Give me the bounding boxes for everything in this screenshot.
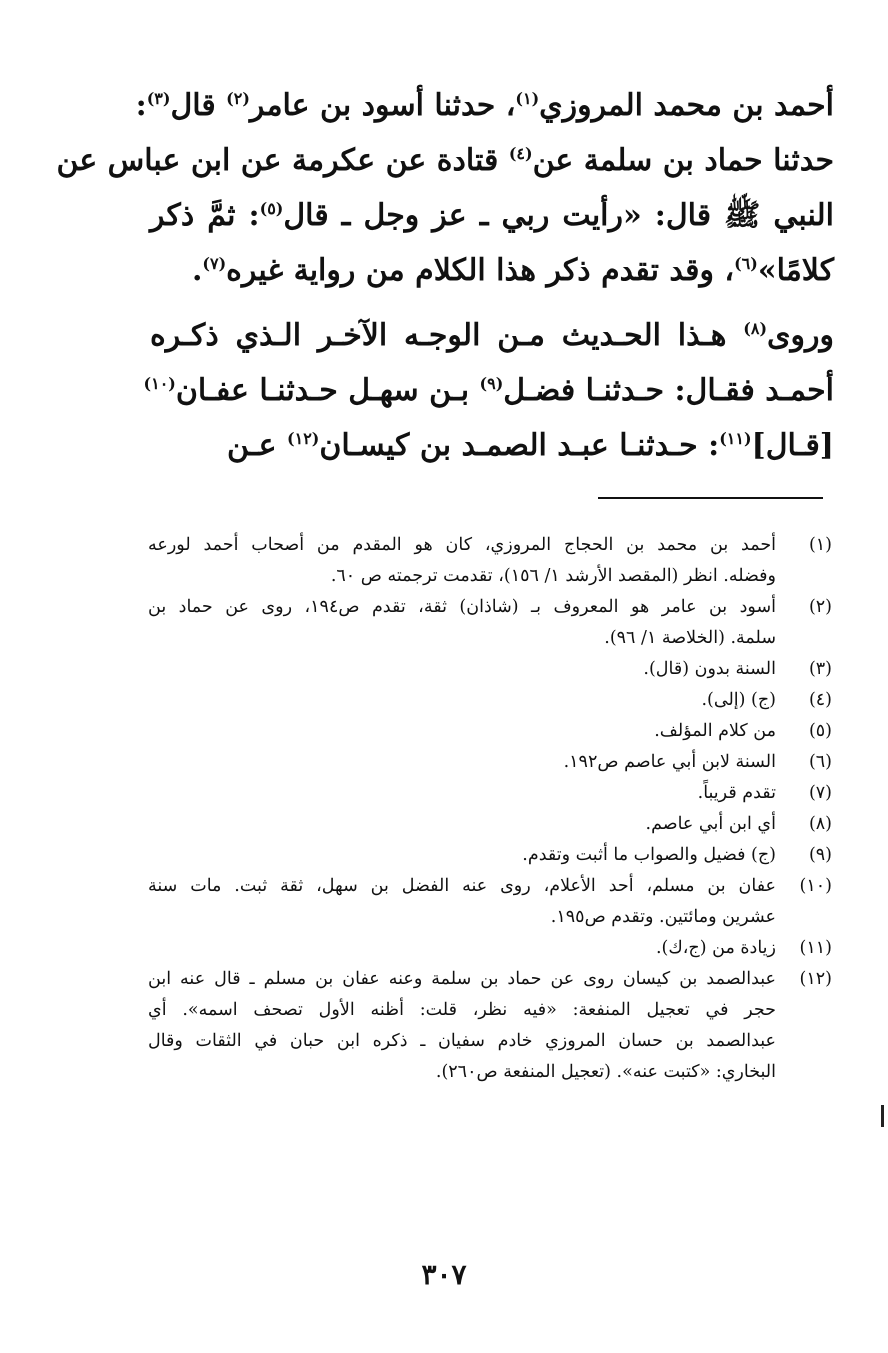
footnote [148, 747, 832, 778]
footnote [148, 685, 832, 716]
footnote-number: (٢) [808, 597, 832, 617]
footnote [148, 592, 832, 654]
footnote-text [148, 778, 776, 809]
footnote [148, 809, 832, 840]
footnote-line: عفان بن مسلم، أحد الأعلام، روى عنه الفضل بن سهل، ثقة ثبت. مات سنة [148, 876, 776, 896]
text-run: : حـدثنـا عبـد الصمـد بن كيسـان [319, 428, 720, 463]
text-run: وروى [767, 318, 834, 353]
text-line [150, 308, 834, 363]
footnote-marker: (٨) [743, 319, 768, 338]
text-run: هـذا الحـديث مـن الوجـه الآخـر الـذي ذكـره [150, 318, 744, 353]
text-line [150, 243, 834, 298]
footnote-text [148, 716, 776, 747]
footnote-line: عبدالصمد بن حسان المروزي خادم سفيان ـ ذكره ابن حبان في الثقات وقال [148, 1031, 776, 1051]
footnote [148, 530, 832, 592]
footnote-number: (٥) [808, 721, 832, 741]
margin-mark [881, 1105, 884, 1127]
footnote-text [148, 871, 776, 933]
text-line [150, 418, 834, 473]
footnote-marker: (١١) [719, 429, 752, 448]
footnote-line: زيادة من (ج،ك). [655, 938, 776, 958]
text-line [56, 133, 834, 188]
footnote-text [148, 964, 776, 1088]
footnote-text [148, 685, 776, 716]
main-text [56, 78, 834, 473]
footnotes [148, 530, 832, 1088]
paragraph-2 [143, 308, 834, 473]
footnote-divider [598, 497, 823, 499]
footnote-marker: (٦) [734, 254, 758, 273]
text-run: [قـال] [751, 428, 834, 463]
footnote-line: حجر في تعجيل المنفعة: «فيه نظر، قلت: أظنه الأول تصحف اسمه». أي [148, 1000, 776, 1020]
footnote-number: (٩) [808, 845, 832, 865]
footnote-line: عشرين ومائتين. وتقدم ص١٩٥. [550, 907, 776, 927]
footnote-number: (١١) [799, 938, 832, 958]
footnote-number: (٤) [808, 690, 832, 710]
footnote-line: وفضله. انظر (المقصد الأرشد ١/ ١٥٦)، تقدمت ترجمته ص ٦٠. [330, 566, 776, 586]
footnote-text [148, 840, 776, 871]
footnote [148, 778, 832, 809]
footnote-marker: (١٠) [143, 374, 176, 393]
footnote-line: أحمد بن محمد بن الحجاج المروزي، كان هو المقدم من أصحاب أحمد لورعه [148, 535, 776, 555]
text-run: بـن سهـل حـدثنـا عفـان [175, 373, 480, 408]
footnote-text [148, 747, 776, 778]
footnote-line: تقدم قريباً. [697, 783, 776, 803]
footnote-marker: (١٢) [287, 429, 320, 448]
paragraph-1 [56, 78, 834, 298]
footnote-text [148, 530, 776, 592]
text-run: قال [170, 88, 227, 123]
footnote-marker: (٤) [508, 144, 533, 163]
footnote-line: أسود بن عامر هو المعروف بـ (شاذان) ثقة، تقدم ص١٩٤، روى عن حماد بن [148, 597, 776, 617]
text-line [150, 188, 834, 243]
text-run: أحمد بن محمد المروزي [539, 88, 834, 123]
footnote-number: (٣) [808, 659, 832, 679]
text-run: حدثنا حماد بن سلمة عن [532, 143, 834, 178]
text-run: ، حدثنا أسود بن عامر [249, 88, 516, 123]
footnote-line: (ج) (إلى). [701, 690, 776, 710]
footnote-text [148, 592, 776, 654]
page-number: ٣٠٧ [421, 1258, 467, 1291]
text-run: . [191, 253, 203, 288]
text-run: : [135, 88, 147, 123]
text-run: : ثمَّ ذكر [150, 198, 260, 233]
footnote-line: البخاري: «كتبت عنه». (تعجيل المنفعة ص٢٦٠). [435, 1062, 776, 1082]
footnote-text [148, 654, 776, 685]
footnote-line: من كلام المؤلف. [654, 721, 776, 741]
footnote-line: السنة لابن أبي عاصم ص١٩٢. [563, 752, 776, 772]
footnote-text [148, 933, 776, 964]
text-line [143, 363, 834, 418]
footnote-marker: (٩) [479, 374, 504, 393]
footnote-marker: (٥) [259, 199, 284, 218]
footnote-number: (١) [808, 535, 832, 555]
text-run: ، وقد تقدم ذكر هذا الكلام من رواية غيره [226, 253, 735, 288]
footnote [148, 964, 832, 1088]
footnote-number: (٦) [808, 752, 832, 772]
footnote-number: (١٠) [799, 876, 832, 896]
footnote [148, 933, 832, 964]
footnote-line: (ج) فضيل والصواب ما أثبت وتقدم. [522, 845, 776, 865]
footnote-number: (١٢) [799, 969, 832, 989]
text-run: النبي ﷺ قال: «رأيت ربي ـ عز وجل ـ قال [283, 198, 834, 233]
footnote [148, 716, 832, 747]
footnote-line: عبدالصمد بن كيسان روى عن حماد بن سلمة وعنه عفان بن مسلم ـ قال عنه ابن [148, 969, 776, 989]
footnote [148, 840, 832, 871]
footnote-marker: (٣) [146, 89, 171, 108]
footnote-marker: (١) [515, 89, 540, 108]
text-run: عـن [227, 428, 288, 463]
footnote-line: سلمة. (الخلاصة ١/ ٩٦). [604, 628, 776, 648]
footnote-number: (٧) [808, 783, 832, 803]
footnote-number: (٨) [808, 814, 832, 834]
footnote-line: السنة بدون (قال). [643, 659, 776, 679]
text-run: أحمـد فقـال: حـدثنـا فضـل [503, 373, 834, 408]
footnote-marker: (٢) [226, 89, 250, 108]
text-run: كلامًا» [757, 253, 834, 288]
text-line [135, 78, 834, 133]
footnote-line: أي ابن أبي عاصم. [645, 814, 776, 834]
text-run: قتادة عن عكرمة عن ابن عباس عن [56, 143, 509, 178]
footnote-text [148, 809, 776, 840]
footnote [148, 871, 832, 933]
footnote-marker: (٧) [202, 254, 227, 273]
footnote [148, 654, 832, 685]
